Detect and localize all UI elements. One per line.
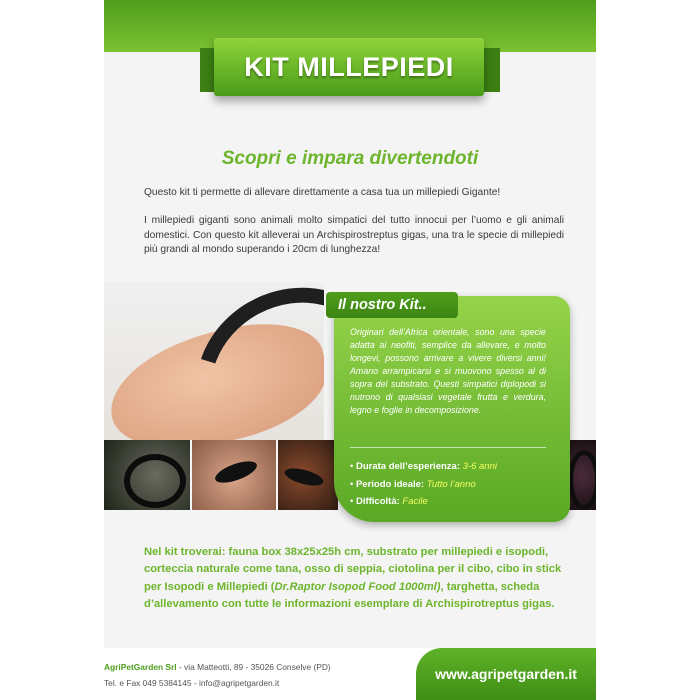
fact-duration: • Durata dell’esperienza: 3-6 anni bbox=[350, 461, 497, 472]
footer-contact: Tel. e Fax 049 5384145 - info@agripetgarden.it bbox=[104, 678, 280, 688]
intro-paragraph-1: Questo kit ti permette di allevare direttamente a casa tua un millepiedi Gigante! bbox=[144, 187, 501, 198]
photo-strip-1 bbox=[104, 440, 190, 510]
fact-difficulty: • Difficoltà: Facile bbox=[350, 496, 428, 507]
kit-facts bbox=[350, 458, 497, 511]
photo-strip-4 bbox=[566, 440, 596, 510]
kit-title-tab bbox=[326, 292, 458, 318]
flyer bbox=[104, 0, 596, 700]
kit-description: Originari dell’Africa orientale, sono una specie adatta ai neofiti, semplice da allevare, e molto longevi, possono arrivare a vivere diversi anni! Amano arrampicarsi e si muovono spesso al di sopra del substrato. Questi simpatici diplopodi si nutrono di qualsiasi vegetale frutta e verdura, legno e foglie in decomposizione. bbox=[350, 327, 546, 415]
website-badge[interactable] bbox=[416, 648, 596, 700]
headline: Scopri e impara divertendoti bbox=[221, 148, 479, 169]
footer bbox=[104, 648, 596, 700]
intro-paragraph-2: I millepiedi giganti sono animali molto simpatici del tutto innocui per l’uomo e gli animali domestici. Con questo kit alleverai un Archispirostreptus gigas, una tra le specie di millepiedi più grandi al mondo superando i 20cm di lunghezza! bbox=[144, 215, 564, 255]
page-title: KIT MILLEPIEDI bbox=[244, 51, 454, 82]
title-banner bbox=[214, 38, 484, 96]
footer-address: AgriPetGarden Srl - via Matteotti, 89 - 35026 Conselve (PD) bbox=[104, 662, 331, 672]
millipede-hand-photo bbox=[104, 282, 324, 440]
kit-title: Il nostro Kit.. bbox=[338, 297, 427, 313]
fact-period: • Periodo ideale: Tutto l’anno bbox=[350, 478, 476, 490]
photo-strip-2 bbox=[192, 440, 276, 510]
kit-contents: Nel kit troverai: fauna box 38x25x25h cm, substrato per millepiedi e isopodi, corteccia naturale come tana, osso di seppia, ciotolina per il cibo, cibo in stick per Isopodi e Millepiedi (Dr.Raptor Isopod Food 1000ml), targhetta, scheda d’allevamento con tutte le informazioni esemplare di Archispirotreptus gigas. bbox=[144, 546, 562, 611]
website-link[interactable]: www.agripetgarden.it bbox=[435, 666, 577, 682]
photo-strip-3 bbox=[278, 440, 338, 510]
kit-divider bbox=[350, 447, 546, 448]
